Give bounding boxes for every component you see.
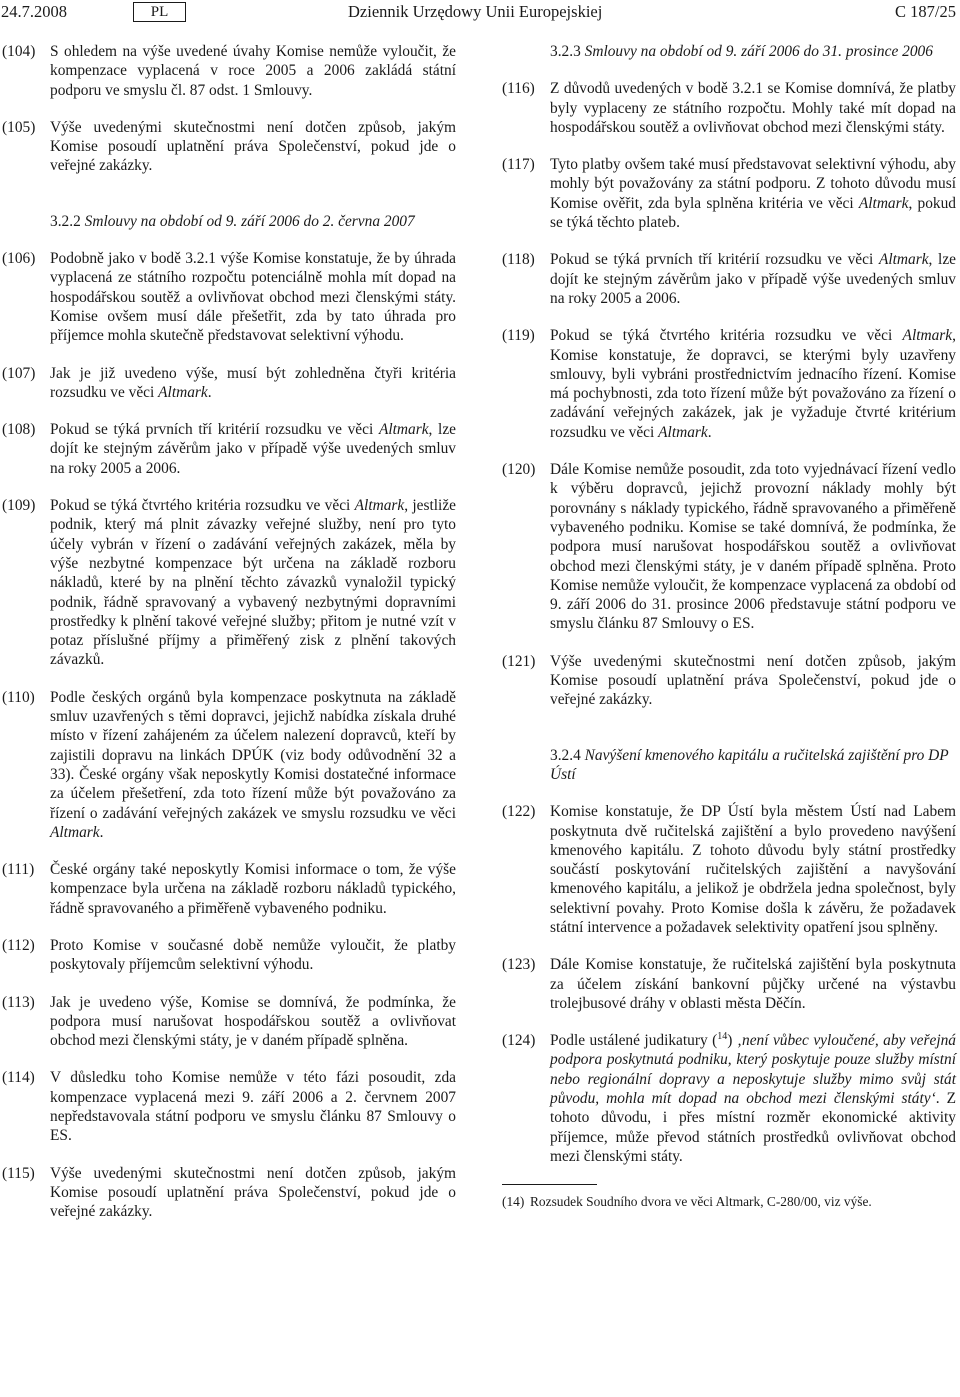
paragraph-number: (113) — [2, 993, 35, 1011]
paragraph-text: Z důvodů uvedených v bodě 3.2.1 se Komise domnívá, že platby byly vyplaceny ze státního rozpočtu. Mohly také mít dopad na hospodářskou soutěž a ovlivňovat obchod mezi členskými státy. — [550, 80, 956, 136]
heading-number: 3.2.4 — [550, 746, 581, 764]
section-heading-3-2-2 — [2, 212, 456, 231]
header-page-number: C 187/25 — [895, 2, 956, 21]
paragraph-114 — [2, 1068, 456, 1145]
quotation-text: ‚není vůbec vyloučené, aby veřejná podpora poskytnutá podniku, který poskytuje pouze služby místní nebo regionální dopravy a neposkytuje služby mimo svůj stát původu, mohla mít dopad na obchod mezi členskými státy‘ — [550, 1032, 956, 1108]
paragraph-number: (123) — [502, 956, 536, 974]
paragraph-text: Výše uvedenými skutečnostmi není dotčen způsob, jakým Komise posoudí uplatnění práva Společenství, pokud jde o veřejné zakázky. — [550, 652, 956, 709]
paragraph-text: V důsledku toho Komise nemůže v této fázi posoudit, zda kompenzace vyplacená mezi 9. září 2006 a 2. červnem 2007 nepředstavovala státní podporu ve smyslu článku 87 Smlouvy o ES. — [50, 1069, 456, 1145]
case-name: Altmark — [878, 251, 929, 269]
paragraph-text: . Z tohoto důvodu, i přes místní rozměr ekonomické aktivity příjemce, může převod státních prostředků ovlivňovat obchod mezi členskými státy. — [550, 1090, 956, 1165]
paragraph-text: Podobně jako v bodě 3.2.1 výše Komise konstatuje, že by úhrada vyplacená ze státního rozpočtu potenciálně mohla mít dopad na hospodářskou soutěž a ovlivňovat obchod mezi členskými státy. Komise ovšem musí dále přešetřit, zda by tato úhrada pro příjemce mohla skutečně představovat selektivní výhodu. — [50, 250, 456, 345]
header-journal-title: Dziennik Urzędowy Unii Europejskiej — [348, 2, 603, 21]
header-language-box: PL — [133, 2, 186, 22]
paragraph-number: (106) — [2, 250, 36, 268]
heading-number: 3.2.3 — [550, 43, 581, 60]
paragraph-110 — [2, 688, 456, 842]
paragraph-107 — [2, 364, 456, 403]
paragraph-text: Jak je uvedeno výše, Komise se domnívá, že podmínka, že podpora musí narušovat hospodářskou soutěž a ovlivňovat obchod mezi členskými státy, je v daném případě splněna. — [50, 993, 456, 1050]
paragraph-119 — [502, 326, 956, 442]
case-name: Altmark — [858, 194, 909, 212]
heading-text: Navýšení kmenového kapitálu a ručitelská zajištění pro DP Ústí — [550, 746, 949, 783]
paragraph-text: , lze dojít ke stejným závěrům jako v případě výše uvedených smluv na roky 2005 a 2006. — [50, 421, 456, 477]
paragraph-text: . — [707, 423, 712, 441]
section-heading-3-2-3 — [502, 42, 956, 61]
paragraph-number: (115) — [2, 1164, 35, 1182]
paragraph-number: (111) — [2, 861, 35, 879]
header-date: 24.7.2008 — [1, 2, 67, 21]
paragraph-122 — [502, 802, 956, 937]
paragraph-text: Podle českých orgánů byla kompenzace poskytnuta na základě smluv uzavřených s těmi dopravci, jejichž nabídka získala druhé místo v řízení zahájeném za účelem nalezení dopravců, kteří by zajistili dopravu na linkách DPÚK (viz body odůvodnění 32 a 33). České orgány však neposkytly Komisi dostatečné informace za účelem přešetření, zda toto řízení může být považováno za řízení o zadávání veřejných zakázek ve smyslu rozsudku ve věci — [50, 688, 456, 822]
paragraph-120 — [502, 460, 956, 634]
paragraph-text: Tyto platby ovšem také musí představovat selektivní výhodu, aby mohly být považovány za státní podporu. Z tohoto důvodu musí Komise ověřit, zda byla splněna kritéria ve věci — [550, 156, 956, 212]
paragraph-text: . — [99, 823, 104, 841]
case-name: Altmark — [158, 383, 208, 401]
paragraph-116 — [502, 79, 956, 137]
paragraph-text: Pokud se týká prvních tří kritérií rozsudku ve věci — [550, 251, 879, 269]
paragraph-number: (121) — [502, 652, 536, 670]
case-name: Altmark — [378, 421, 429, 439]
case-name: Altmark — [354, 497, 405, 515]
page-header — [0, 0, 960, 24]
paragraph-text: , lze dojít ke stejným závěrům jako v případě výše uvedených smluv na roky 2005 a 2006. — [550, 251, 956, 307]
paragraph-number: (122) — [502, 803, 536, 821]
paragraph-number: (116) — [502, 80, 535, 98]
paragraph-text: Pokud se týká prvních tří kritérií rozsudku ve věci — [50, 421, 379, 439]
section-heading-3-2-4 — [502, 746, 956, 785]
footnote-14 — [502, 1193, 956, 1210]
footnote-divider — [502, 1184, 597, 1185]
paragraph-number: (124) — [502, 1032, 536, 1050]
heading-number: 3.2.2 — [50, 212, 81, 230]
paragraph-text: Proto Komise v současné době nemůže vyloučit, že platby poskytovaly příjemcům selektivní výhodu. — [50, 936, 456, 974]
paragraph-text: , Komise konstatuje, že dopravci, se kterými byly uzavřeny smlouvy, byli vybráni prostřednictvím jednacího řízení. Komise má pochybnosti, zda toto řízení může být považováno za řízení o zadávání veřejných zakázek, jak je vyžaduje čtvrté kritérium rozsudku ve věci — [550, 327, 956, 441]
paragraph-number: (112) — [2, 936, 35, 954]
heading-text: Smlouvy na období od 9. září 2006 do 2. června 2007 — [84, 212, 415, 230]
paragraph-111 — [2, 860, 456, 918]
paragraph-number: (120) — [502, 461, 536, 479]
paragraph-number: (105) — [2, 118, 36, 136]
paragraph-text: S ohledem na výše uvedené úvahy Komise nemůže vyloučit, že kompenzace vyplacená v roce 2005 a 2006 zakládá státní podporu ve smyslu čl. 87 odst. 1 Smlouvy. — [50, 43, 456, 99]
case-name: Altmark — [902, 327, 953, 345]
paragraph-text: Komise konstatuje, že DP Ústí byla městem Ústí nad Labem poskytnuta dvě ručitelská zajištění a bylo provedeno navýšení kmenového kapitálu. Z tohoto důvodu byly státní prostředky součástí poskytování ručitelských zajištění a navyšování kmenového kapitálu, a jelikož je obdržela jedna společnost, byly selektivní povahy. Proto Komise došla k závěru, že požadavek státní intervence a požadavek selektivity opatření jsou splněny. — [550, 803, 956, 936]
paragraph-121 — [502, 652, 956, 710]
paragraph-109 — [2, 496, 456, 670]
paragraph-106 — [2, 249, 456, 345]
paragraph-text: Dále Komise konstatuje, že ručitelská zajištění byla poskytnuta za účelem získání bankovní půjčky určené na výstavbu trolejbusové dráhy v oblasti města Děčín. — [550, 956, 956, 1012]
footnote-reference[interactable]: 14 — [717, 1031, 728, 1043]
paragraph-text: Pokud se týká čtvrtého kritéria rozsudku ve věci — [550, 327, 903, 345]
paragraph-number: (108) — [2, 421, 36, 439]
case-name: Altmark — [50, 823, 100, 841]
paragraph-text: České orgány také neposkytly Komisi informace o tom, že výše kompenzace byla určena na základě rozboru nákladů typického, řádně spravovaného a přiměřeně vybaveného podniku. — [50, 861, 456, 917]
paragraph-text: Pokud se týká čtvrtého kritéria rozsudku ve věci — [50, 497, 355, 515]
paragraph-number: (109) — [2, 497, 36, 515]
paragraph-text: ) — [727, 1032, 737, 1050]
paragraph-text: Jak je již uvedeno výše, musí být zohledněna čtyři kritéria rozsudku ve věci — [50, 364, 456, 401]
case-name: Altmark — [658, 423, 708, 441]
paragraph-number: (107) — [2, 364, 36, 382]
paragraph-112 — [2, 936, 456, 975]
footnote-text: Rozsudek Soudního dvora ve věci Altmark, C-280/00, viz výše. — [530, 1194, 872, 1210]
paragraph-113 — [2, 993, 456, 1051]
paragraph-text: Výše uvedenými skutečnostmi není dotčen způsob, jakým Komise posoudí uplatnění práva Společenství, pokud jde o veřejné zakázky. — [50, 1164, 456, 1221]
paragraph-number: (114) — [2, 1069, 35, 1087]
paragraph-number: (104) — [2, 43, 36, 60]
paragraph-number: (119) — [502, 327, 535, 345]
paragraph-text: . — [207, 383, 212, 401]
paragraph-text: Podle ustálené judikatury ( — [550, 1032, 718, 1050]
paragraph-115 — [2, 1164, 456, 1222]
paragraph-number: (118) — [502, 251, 535, 269]
paragraph-text: Výše uvedenými skutečnostmi není dotčen způsob, jakým Komise posoudí uplatnění práva Společenství, pokud jde o veřejné zakázky. — [50, 118, 456, 175]
heading-text: Smlouvy na období od 9. září 2006 do 31. prosince 2006 — [584, 43, 933, 60]
paragraph-text: Dále Komise nemůže posoudit, zda toto vyjednávací řízení vedlo k výběru dopravců, jejichž provozní náklady mohly být porovnány s náklady typického, řádně spravovaného a přiměřeně vybaveného podniku. Komise se také domnívá, že podmínka, že podpora musí narušovat hospodářskou soutěž a ovlivňovat obchod mezi členskými státy, je v daném případě splněna. Proto Komise nemůže vyloučit, že kompenzace vyplacená za období od 9. září 2006 do 31. prosince 2006 představuje státní podporu ve smyslu článku 87 Smlouvy o ES. — [550, 461, 956, 633]
paragraph-text: , jestliže podnik, který má plnit závazky veřejné služby, není pro tyto účely vybrán v řízení o zadávání veřejných zakázek, měla by výše nezbytné kompenzace být určena na základě rozboru nákladů, které by na plnění těchto závazků vynaložil typický podnik, řádně spravovaný a vybavený nezbytnými dopravními prostředky k plnění takové veřejné služby; přitom je nutné vzít v potaz příslušné příjmy a přiměřený zisk z plnění takových závazků. — [50, 497, 456, 669]
right-column — [502, 42, 956, 1210]
left-column — [2, 42, 456, 1240]
paragraph-104 — [2, 42, 456, 100]
paragraph-number: (117) — [502, 156, 535, 174]
paragraph-number: (110) — [2, 688, 35, 706]
paragraph-text: , pokud se týká těchto plateb. — [550, 194, 956, 232]
paragraph-123 — [502, 955, 956, 1013]
paragraph-118 — [502, 250, 956, 308]
paragraph-105 — [2, 118, 456, 176]
paragraph-124 — [502, 1031, 956, 1166]
paragraph-108 — [2, 420, 456, 478]
footnote-number: (14) — [502, 1194, 525, 1210]
paragraph-117 — [502, 155, 956, 232]
